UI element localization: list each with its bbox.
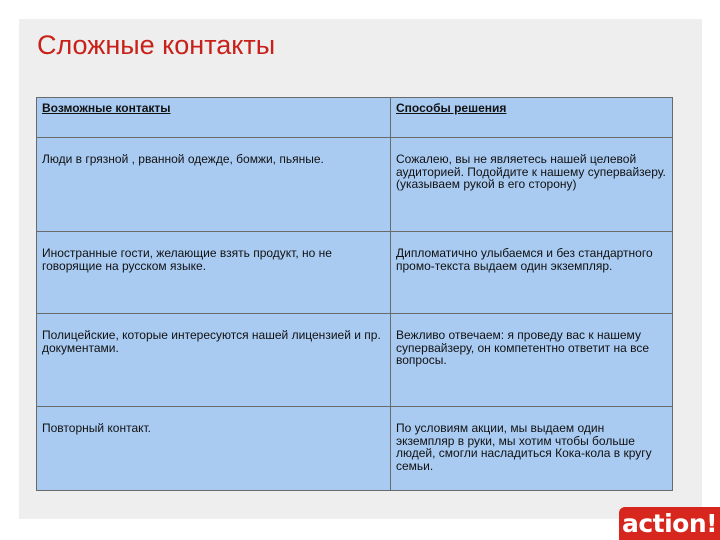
solution-cell: Сожалею, вы не являетесь нашей целевой аудиторией. Подойдите к нашему супервайзеру. (указываем рукой в его сторону) — [391, 138, 673, 232]
solution-cell: Вежливо отвечаем: я проведу вас к нашему супервайзеру, он компетентно ответит на все вопросы. — [391, 314, 673, 407]
solution-cell: Дипломатично улыбаемся и без стандартного промо-текста выдаем один экземпляр. — [391, 232, 673, 314]
table-row — [37, 138, 673, 232]
contact-cell: Полицейские, которые интересуются нашей лицензией и пр. документами. — [37, 314, 391, 407]
header-cell-solutions — [391, 98, 673, 138]
table-row — [37, 232, 673, 314]
solution-cell: По условиям акции, мы выдаем один экземпляр в руки, мы хотим чтобы больше людей, смогли насладиться Кока-кола в кругу семьи. — [391, 407, 673, 491]
action-logo: action! — [619, 507, 720, 540]
table-row — [37, 407, 673, 491]
contact-cell: Повторный контакт. — [37, 407, 391, 491]
contact-cell: Иностранные гости, желающие взять продукт, но не говорящие на русском языке. — [37, 232, 391, 314]
slide-title: Сложные контакты — [37, 30, 276, 60]
table-row — [37, 314, 673, 407]
header-label-solutions: Способы решения — [396, 101, 507, 115]
table-header-row — [37, 98, 673, 138]
header-cell-contacts — [37, 98, 391, 138]
contacts-table — [36, 97, 673, 491]
header-label-contacts: Возможные контакты — [42, 101, 171, 115]
contact-cell: Люди в грязной , рванной одежде, бомжи, пьяные. — [37, 138, 391, 232]
